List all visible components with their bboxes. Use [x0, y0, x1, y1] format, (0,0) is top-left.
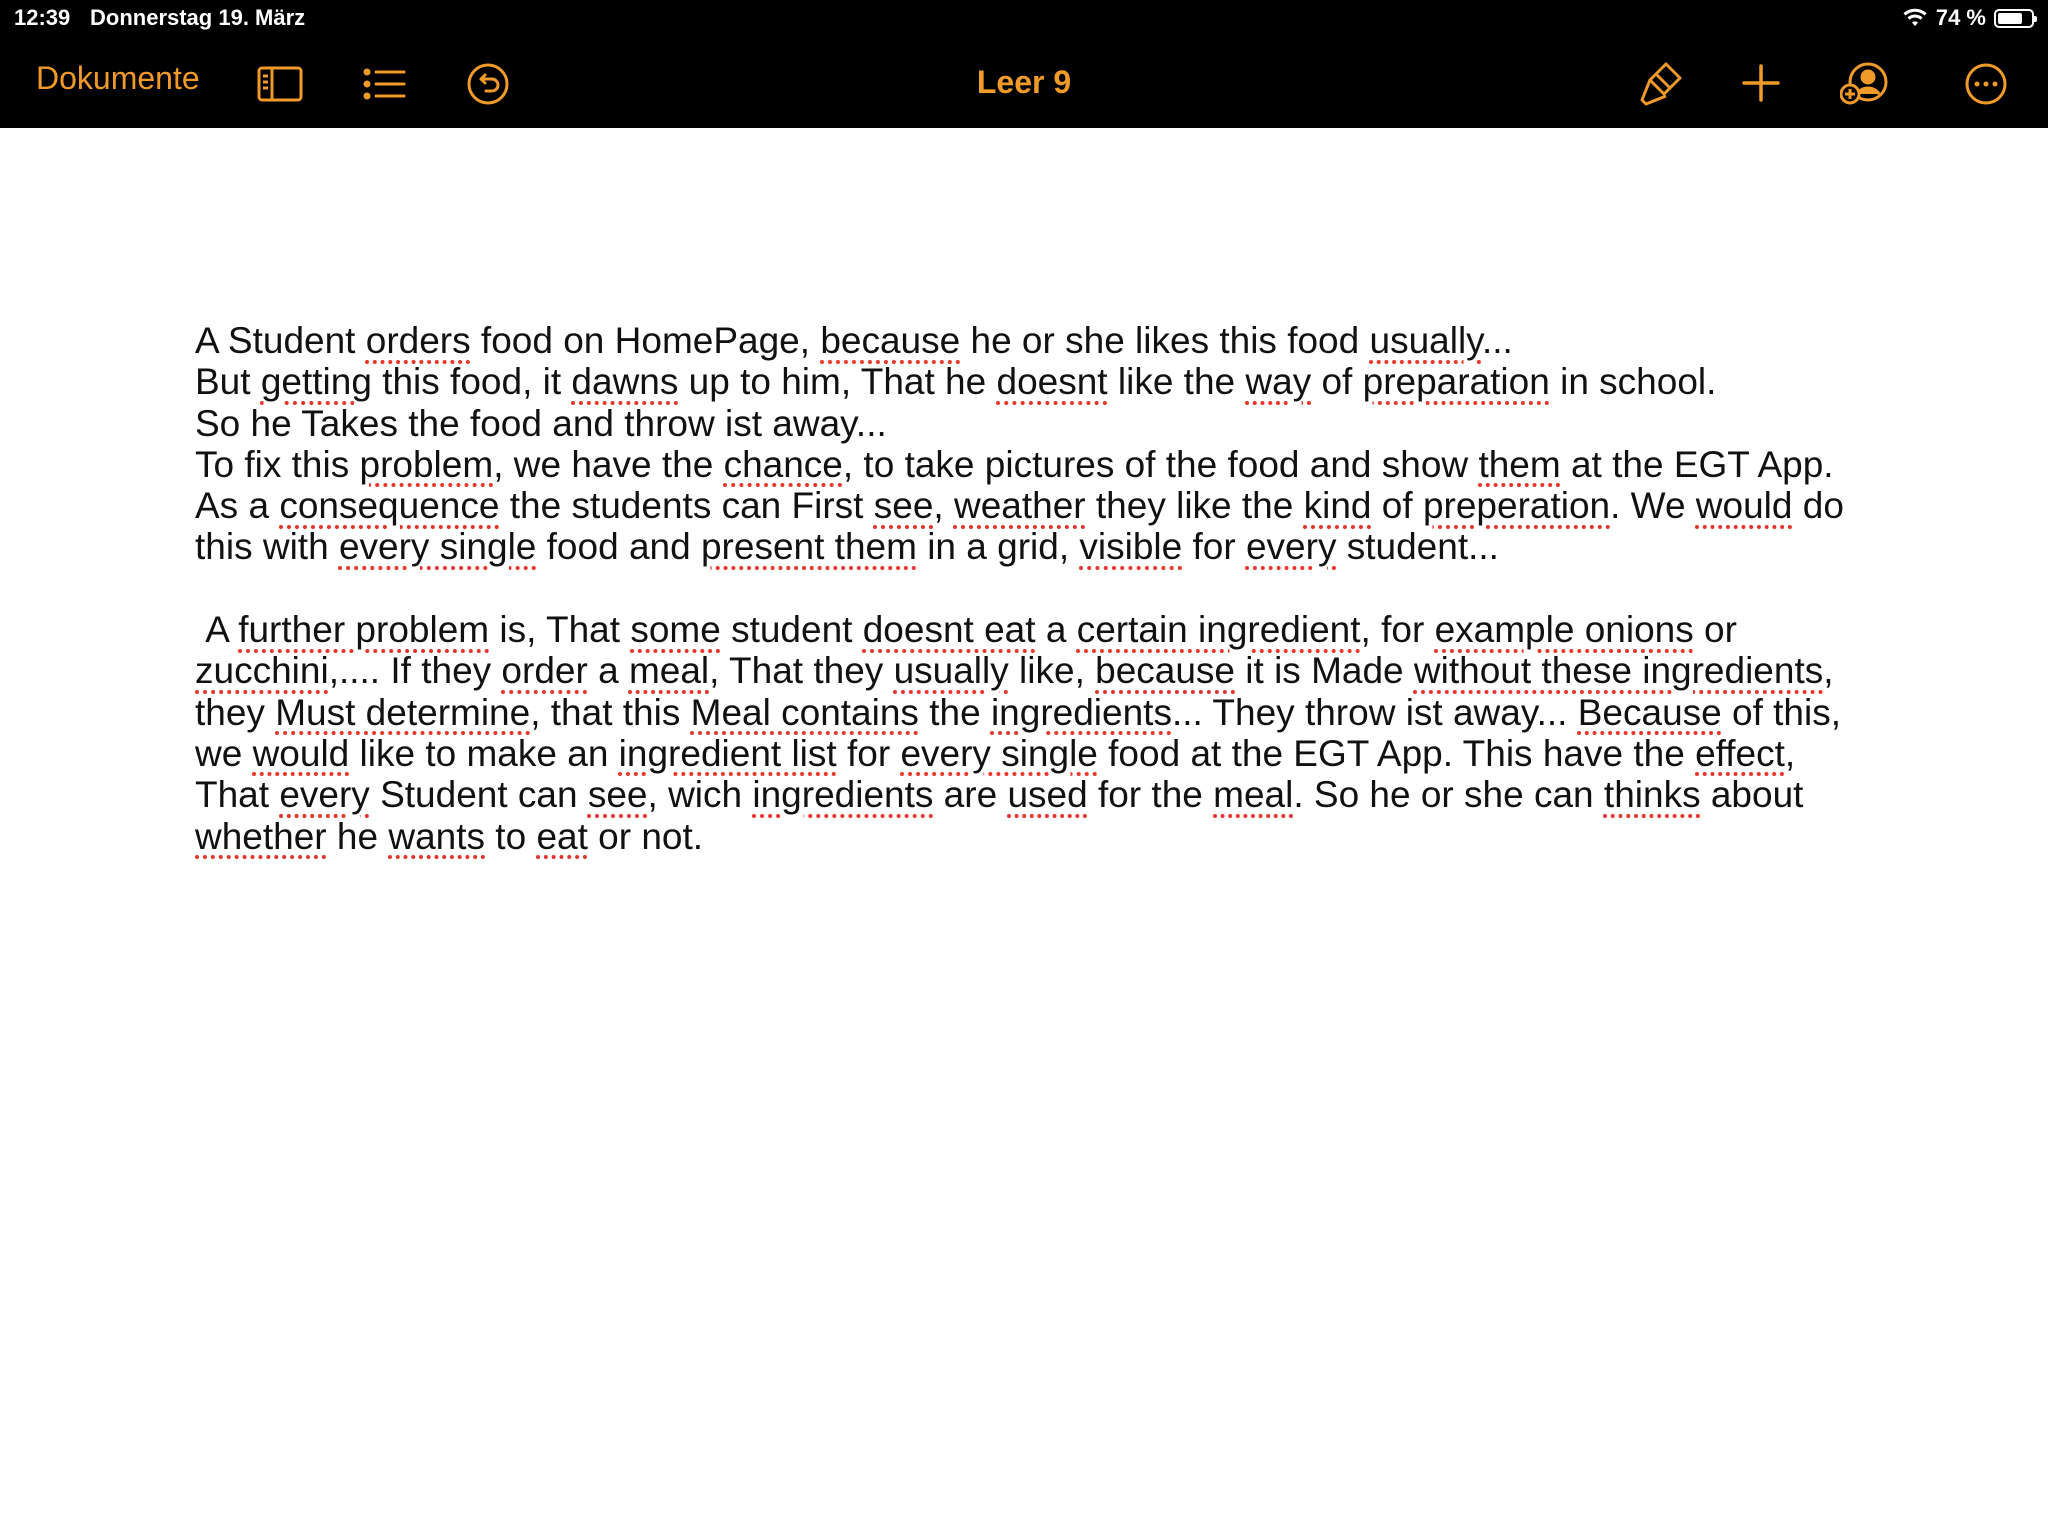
- document-paragraph[interactable]: [195, 361, 1855, 402]
- text-run: or: [1693, 609, 1748, 651]
- collaborate-icon[interactable]: [1840, 60, 1892, 108]
- misspelled-word: eat: [536, 815, 588, 857]
- text-run: food and: [536, 526, 701, 568]
- text-run: food on HomePage,: [470, 320, 821, 361]
- misspelled-word: used: [1007, 774, 1088, 816]
- text-run: , That they: [709, 650, 894, 692]
- text-run: to: [485, 815, 537, 857]
- text-run: of: [1371, 485, 1423, 527]
- text-run: student...: [1336, 526, 1499, 568]
- text-run: or not.: [587, 815, 704, 857]
- text-run: about: [1700, 774, 1814, 816]
- misspelled-word: because: [820, 320, 961, 361]
- text-run: student: [720, 609, 863, 651]
- text-run: of this, we: [195, 691, 1852, 774]
- text-run: ...: [1481, 320, 1513, 361]
- paragraph-gap: [195, 568, 1855, 609]
- misspelled-word: doesnt eat: [862, 609, 1036, 651]
- text-run: for: [836, 732, 901, 774]
- text-run: a: [587, 650, 629, 692]
- misspelled-word: effect: [1695, 732, 1785, 774]
- misspelled-word: dawns: [571, 361, 679, 403]
- text-run: , That: [195, 732, 1805, 816]
- misspelled-word: preparation: [1362, 361, 1550, 403]
- text-run: Student can: [369, 774, 588, 816]
- text-run: A: [195, 609, 239, 651]
- toolbar: [0, 52, 2048, 116]
- text-run: for the: [1087, 774, 1214, 816]
- text-run: he or she likes this food: [960, 320, 1370, 361]
- text-run: in a grid,: [916, 526, 1080, 568]
- misspelled-word: consequence: [279, 485, 500, 527]
- text-run: . So he or she can: [1293, 774, 1604, 816]
- text-run: he: [326, 815, 389, 857]
- text-run: ,: [933, 485, 954, 527]
- misspelled-word: every single: [900, 732, 1098, 774]
- text-run: it is Made: [1235, 650, 1414, 692]
- misspelled-word: because: [1095, 650, 1236, 692]
- text-run: the students can First: [499, 485, 874, 527]
- misspelled-word: them: [1478, 443, 1561, 485]
- status-bar: [0, 0, 2048, 36]
- misspelled-word: zucchini: [195, 650, 329, 692]
- status-right: [1902, 5, 2034, 31]
- misspelled-word: problem: [359, 443, 494, 485]
- misspelled-word: see: [873, 485, 934, 527]
- text-run: do this with: [195, 485, 1855, 568]
- misspelled-word: would: [1695, 485, 1793, 527]
- misspelled-word: ingredient list: [618, 732, 837, 774]
- text-run: of: [1311, 361, 1363, 403]
- text-run: like the: [1107, 361, 1246, 403]
- text-run: for: [1182, 526, 1246, 568]
- more-icon[interactable]: [1964, 62, 2008, 106]
- text-run: at the EGT App. As a: [195, 443, 1842, 527]
- document-paragraph[interactable]: [195, 444, 1855, 568]
- misspelled-word: meal: [628, 650, 710, 692]
- text-run: they like the: [1085, 485, 1304, 527]
- documents-button[interactable]: Dokumente: [36, 60, 200, 96]
- misspelled-word: orders: [365, 320, 471, 361]
- misspelled-word: present them: [700, 526, 917, 568]
- misspelled-word: example onions: [1434, 609, 1694, 651]
- text-run: , we have the: [493, 443, 724, 485]
- status-date: Donnerstag 19. März: [90, 5, 306, 30]
- misspelled-word: some: [630, 609, 721, 651]
- misspelled-word: preperation: [1422, 485, 1611, 527]
- document-paragraph[interactable]: [195, 320, 1855, 361]
- text-run: up to him, That he: [678, 361, 997, 403]
- misspelled-word: whether: [195, 815, 327, 857]
- text-run: , for: [1360, 609, 1435, 651]
- document-paragraph[interactable]: [195, 403, 1855, 444]
- misspelled-word: certain ingredient: [1076, 609, 1361, 651]
- text-run: , that this: [530, 691, 691, 733]
- document-body[interactable]: [195, 320, 1855, 857]
- top-bar: [0, 0, 2048, 128]
- document-paragraph[interactable]: [195, 609, 1855, 857]
- misspelled-word: every single: [338, 526, 537, 568]
- wifi-icon: [1902, 8, 1928, 28]
- text-run: a: [1035, 609, 1077, 651]
- misspelled-word: ingredients: [752, 774, 934, 816]
- status-time: 12:39: [14, 5, 71, 30]
- misspelled-word: every: [279, 774, 370, 816]
- misspelled-word: way: [1245, 361, 1312, 403]
- text-run: , they: [195, 650, 1844, 733]
- text-run: food at the EGT App. This have the: [1097, 732, 1696, 774]
- text-run: are: [933, 774, 1008, 816]
- text-run: To fix this: [195, 443, 360, 485]
- misspelled-word: ingredients: [990, 691, 1172, 733]
- misspelled-word: thinks: [1603, 774, 1701, 816]
- misspelled-word: chance: [723, 443, 843, 485]
- misspelled-word: see: [587, 774, 648, 816]
- text-run: the: [918, 691, 991, 733]
- text-run: , to take pictures of the food and show: [842, 443, 1479, 485]
- text-run: like,: [1008, 650, 1096, 692]
- battery-fill: [1998, 13, 2022, 24]
- plus-icon[interactable]: [1740, 62, 1782, 104]
- text-run: , wich: [647, 774, 753, 816]
- text-run: . We: [1610, 485, 1696, 527]
- misspelled-word: meal: [1213, 774, 1294, 816]
- battery-icon: [1994, 9, 2034, 28]
- misspelled-word: order: [501, 650, 588, 692]
- misspelled-word: doesnt: [996, 361, 1108, 403]
- text-run: this food, it: [371, 361, 572, 403]
- text-run: But: [195, 361, 261, 403]
- misspelled-word: wants: [388, 815, 486, 857]
- misspelled-word: every: [1245, 526, 1337, 568]
- misspelled-word: Because: [1577, 691, 1722, 733]
- paintbrush-icon[interactable]: [1638, 60, 1684, 108]
- misspelled-word: would: [252, 732, 350, 774]
- misspelled-word: Must determine: [275, 691, 531, 733]
- text-run: ,.... If they: [328, 650, 502, 692]
- text-run: like to make an: [349, 732, 619, 774]
- text-run: So he Takes the food and throw ist away...: [195, 402, 887, 444]
- misspelled-word: visible: [1079, 526, 1183, 568]
- misspelled-word: weather: [953, 485, 1086, 527]
- text-run: is, That: [489, 609, 631, 651]
- misspelled-word: usually: [1369, 320, 1482, 361]
- misspelled-word: further problem: [238, 609, 490, 651]
- document-title[interactable]: Leer 9: [976, 64, 1072, 100]
- misspelled-word: kind: [1303, 485, 1372, 527]
- misspelled-word: usually: [893, 650, 1009, 692]
- misspelled-word: Meal contains: [690, 691, 919, 733]
- text-run: ... They throw ist away...: [1171, 691, 1578, 733]
- text-run: in school.: [1549, 361, 1717, 403]
- misspelled-word: without these ingredients: [1413, 650, 1824, 692]
- battery-percent: 74 %: [1935, 5, 1986, 30]
- text-run: A Student: [195, 320, 366, 361]
- misspelled-word: getting: [260, 361, 372, 403]
